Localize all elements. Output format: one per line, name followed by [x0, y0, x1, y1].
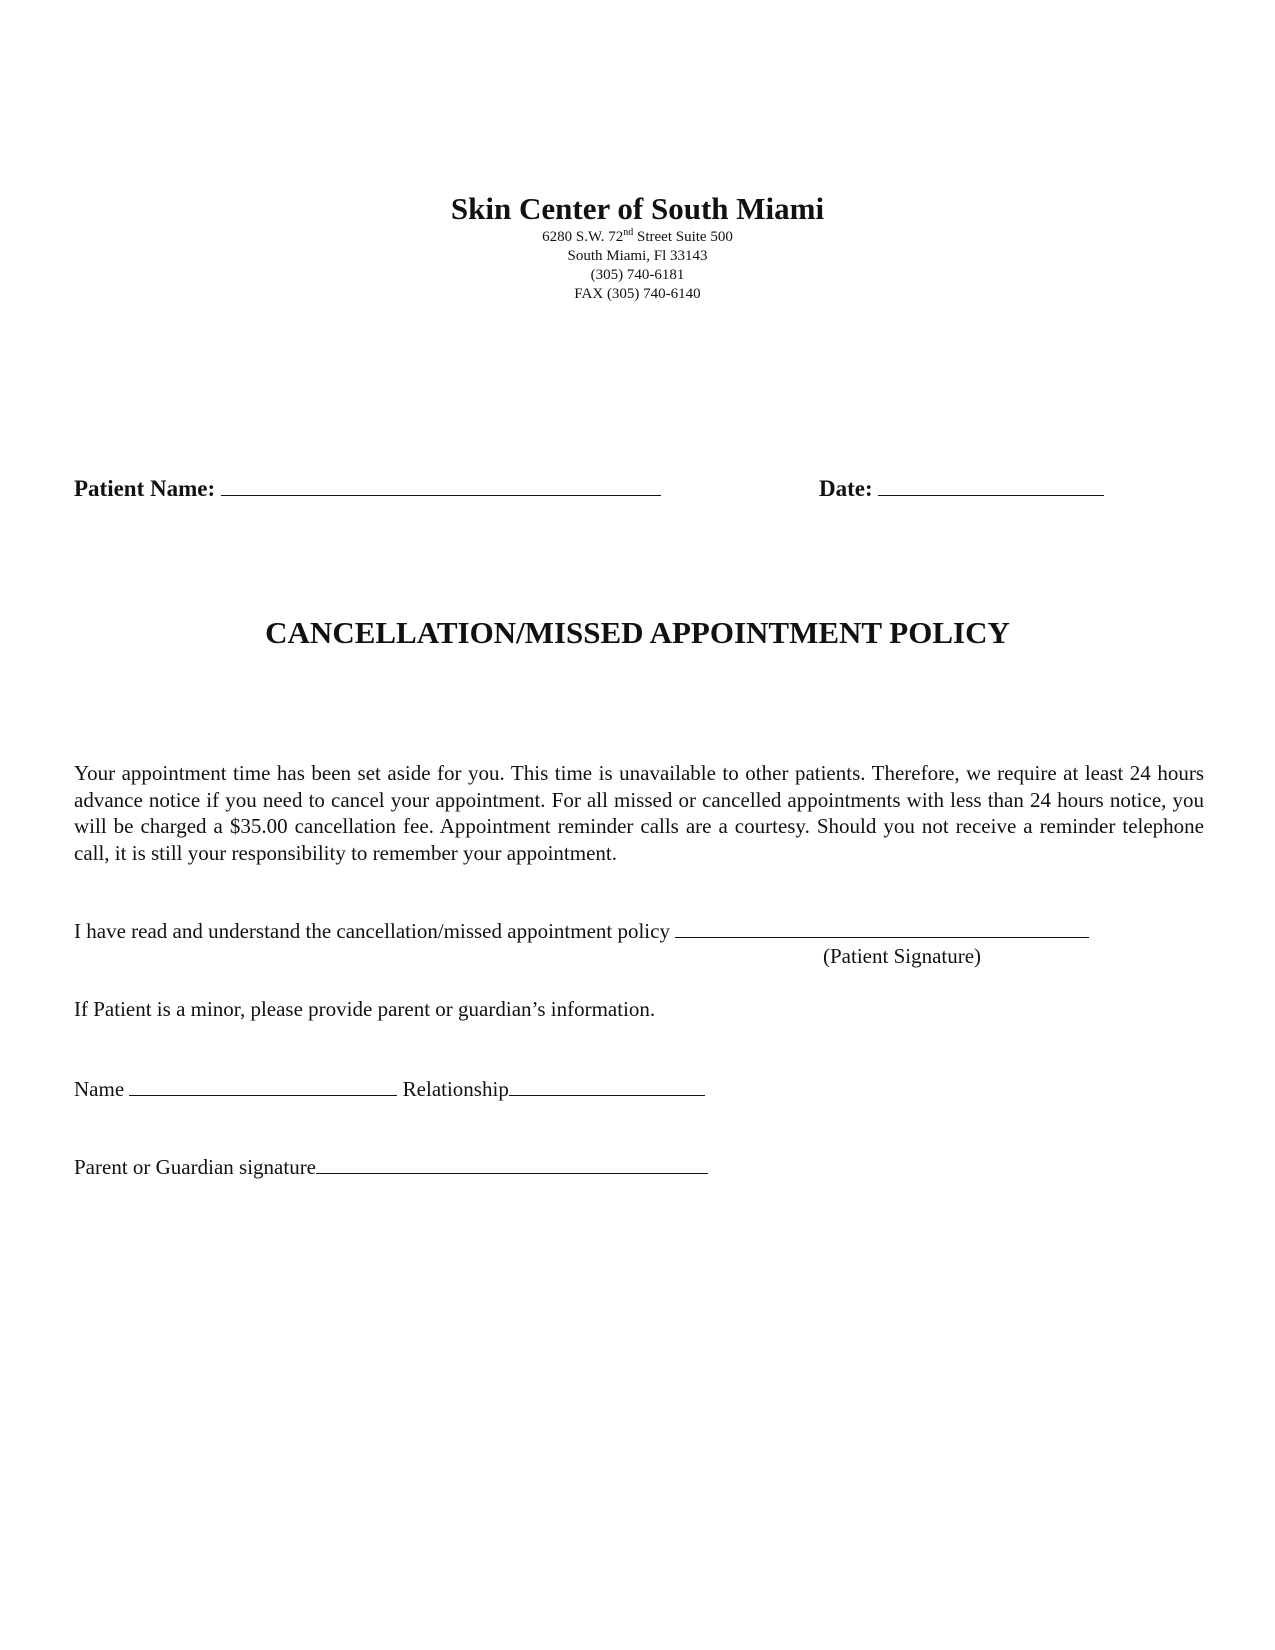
patient-name-label: Patient Name:	[74, 476, 216, 501]
acknowledgement-statement: I have read and understand the cancellation/missed appointment policy	[74, 919, 670, 943]
date-field	[819, 475, 1104, 502]
minor-notice: If Patient is a minor, please provide parent or guardian’s information.	[74, 997, 656, 1021]
date-label: Date:	[819, 476, 873, 501]
patient-signature-blank[interactable]	[675, 917, 1089, 938]
patient-info-row	[74, 475, 1204, 509]
date-blank[interactable]	[878, 475, 1104, 496]
address-line-1-suffix: Street Suite 500	[633, 229, 733, 245]
guardian-name-row	[74, 1075, 705, 1102]
address-ordinal-suffix: nd	[623, 227, 634, 238]
phone-number: (305) 740-6181	[590, 267, 685, 283]
patient-name-field	[74, 475, 661, 502]
guardian-signature-blank[interactable]	[316, 1153, 708, 1174]
policy-title: CANCELLATION/MISSED APPOINTMENT POLICY	[265, 615, 1010, 650]
guardian-signature-label: Parent or Guardian signature	[74, 1155, 317, 1179]
address-line-1-prefix: 6280 S.W. 72	[542, 229, 624, 245]
relationship-label: Relationship	[402, 1077, 509, 1101]
org-name: Skin Center of South Miami	[450, 191, 825, 226]
patient-name-blank[interactable]	[221, 475, 661, 496]
patient-signature-caption: (Patient Signature)	[823, 944, 982, 968]
guardian-name-blank[interactable]	[129, 1075, 397, 1096]
guardian-signature-row	[74, 1153, 708, 1180]
address-line-2: South Miami, Fl 33143	[567, 248, 708, 264]
policy-body: Your appointment time has been set aside for you. This time is unavailable to other patients. Therefore, we require at least 24 hours advance notice if you need to cancel your appointment. For all missed or cancelled appointments with less than 24 hours notice, you will be charged a $35.00 cancellation fee. Appointment reminder calls are a courtesy. Should you not receive a reminder telephone call, it is still your responsibility to remember your appointment.	[74, 761, 1204, 865]
guardian-name-label: Name	[74, 1077, 125, 1101]
address-line-1	[0, 228, 1275, 247]
fax-number: FAX (305) 740-6140	[574, 286, 701, 302]
letterhead	[0, 190, 1275, 304]
acknowledgement-line	[74, 917, 1204, 944]
relationship-blank[interactable]	[509, 1075, 705, 1096]
